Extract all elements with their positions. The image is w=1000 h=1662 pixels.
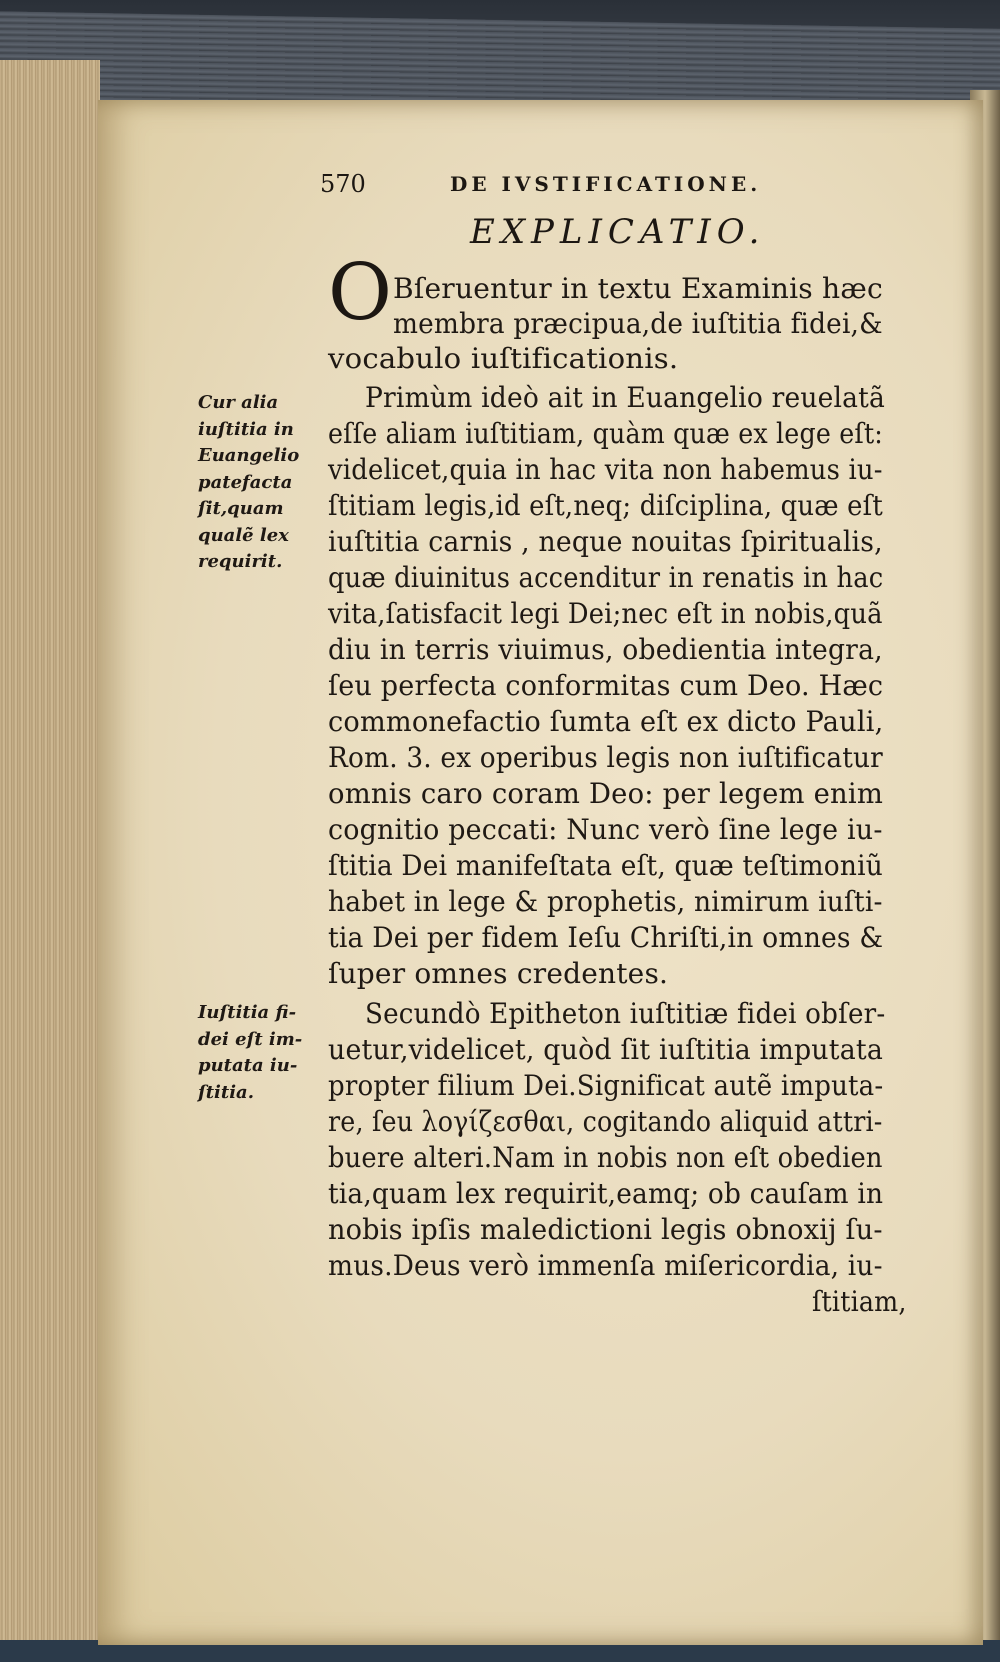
body-line: Rom. 3. ex operibus legis non iuſtificatur: [328, 741, 883, 774]
body-line: mus.Deus verò immenſa miſericordia, iu-: [328, 1249, 883, 1282]
body-line: Primùm ideò ait in Euangelio reuelatã: [365, 381, 886, 414]
margin-note-line: ſit,quam: [198, 498, 284, 519]
body-line: iuſtitia carnis , neque nouitas ſpiritualis,: [328, 525, 883, 558]
margin-note-line: iuſtitia in: [198, 418, 294, 440]
body-line: re, ſeu λογίζεσθαι, cogitando aliquid attri-: [328, 1105, 883, 1138]
body-line: videlicet,quia in hac vita non habemus iu-: [328, 453, 883, 486]
body-line: membra præcipua,de iuſtitia fidei,&: [393, 307, 883, 340]
margin-note-line: Euangelio: [198, 445, 300, 466]
body-line: ſtitiam,: [812, 1285, 907, 1318]
body-line: eſſe aliam iuſtitiam, quàm quæ ex lege eſt:: [328, 417, 884, 450]
margin-note-line: Cur alia: [198, 392, 279, 413]
body-line: propter filium Dei.Significat autẽ imputa-: [328, 1069, 884, 1102]
body-line: buere alteri.Nam in nobis non eſt obedien: [328, 1141, 883, 1174]
body-line: Secundò Epitheton iuſtitiæ fidei obſer-: [365, 997, 886, 1030]
body-line: nobis ipſis maledictioni legis obnoxij ſu-: [328, 1213, 883, 1246]
margin-note-line: qualẽ lex: [198, 524, 289, 546]
section-title: EXPLICATIO.: [470, 212, 766, 252]
body-line: habet in lege & prophetis, nimirum iuſti-: [328, 885, 883, 918]
margin-note-line: requirit.: [198, 551, 283, 572]
body-line: ſuper omnes credentes.: [328, 957, 669, 990]
body-line: diu in terris viuimus, obedientia integra,: [328, 633, 883, 666]
page-header: [320, 170, 840, 206]
drop-cap: O: [328, 248, 392, 338]
body-line: Bſeruentur in textu Examinis hæc: [393, 272, 883, 305]
margin-note-line: ſtitia.: [198, 1081, 254, 1103]
margin-note: [198, 390, 299, 576]
margin-note-line: Iuſtitia fi-: [198, 1002, 297, 1023]
body-line: commonefactio ſumta eſt ex dicto Pauli,: [328, 705, 884, 738]
book-page-edges: [0, 60, 100, 1650]
margin-note-line: dei eſt im-: [198, 1028, 303, 1050]
body-line: ſtitia Dei manifeſtata eſt, quæ teſtimoniũ: [328, 849, 883, 882]
body-line: vita,ſatisfacit legi Dei;nec eſt in nobis,quã: [328, 597, 883, 630]
body-line: cognitio peccati: Nunc verò ſine lege iu-: [328, 813, 883, 846]
body-line: uetur,videlicet, quòd ſit iuſtitia imputata: [328, 1033, 884, 1066]
body-line: ſtitiam legis,id eſt,neq; diſciplina, quæ eſt: [328, 489, 883, 522]
margin-note-line: patefacta: [198, 471, 293, 493]
margin-note: [198, 1000, 302, 1106]
body-line: ſeu perfecta conformitas cum Deo. Hæc: [328, 669, 884, 702]
body-line: vocabulo iuſtificationis.: [328, 342, 679, 375]
body-line: quæ diuinitus accenditur in renatis in hac: [328, 561, 884, 594]
body-line: tia Dei per fidem Ieſu Chriſti,in omnes &: [328, 921, 884, 954]
body-line: tia,quam lex requirit,eamq; ob cauſam in: [328, 1177, 884, 1210]
page-number: 570: [320, 170, 366, 198]
running-title: DE IVSTIFICATIONE.: [450, 172, 762, 196]
margin-note-line: putata iu-: [198, 1055, 298, 1076]
body-line: omnis caro coram Deo: per legem enim: [328, 777, 884, 810]
